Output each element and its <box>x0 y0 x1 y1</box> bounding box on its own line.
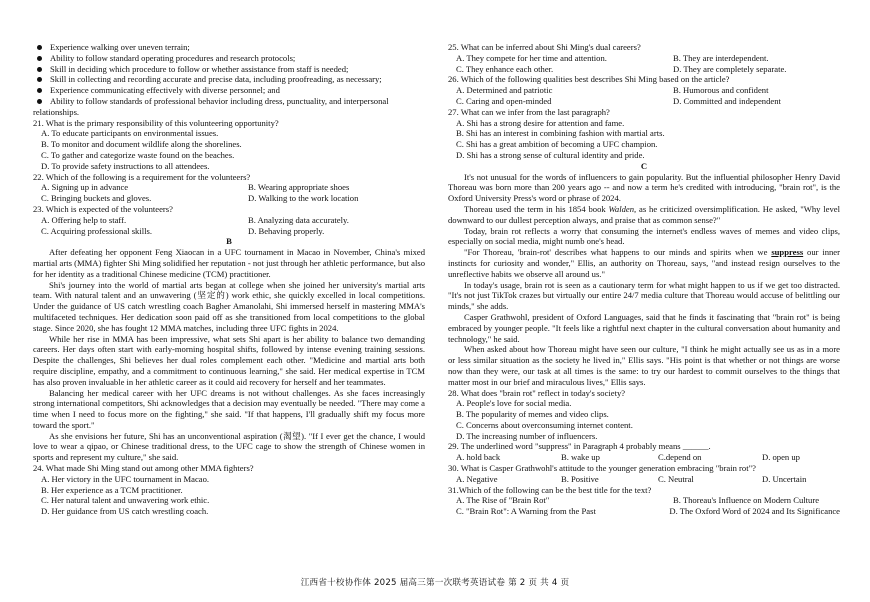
question-24-option: D. Her guidance from US catch wrestling coach. <box>41 506 209 517</box>
question-25-options-row <box>448 64 840 75</box>
question-31-option-d: D. The Oxford Word of 2024 and Its Significance <box>669 506 840 517</box>
requirement-bullet: Experience communicating effectively with diverse personnel; and <box>33 85 425 96</box>
question-25-option-a: A. They compete for her time and attention. <box>456 52 607 63</box>
question-22-stem: 22. Which of the following is a requirement for the volunteers? <box>33 171 251 182</box>
question-22-option-d: D. Walking to the work location <box>248 193 359 204</box>
question-22-options-row <box>33 193 425 204</box>
question-25-stem: 25. What can be inferred about Shi Ming's dual careers? <box>448 42 641 52</box>
question-26-option-a: A. Determined and patriotic <box>456 85 553 96</box>
question-27-option: A. Shi has a strong desire for attention and fame. <box>456 117 625 128</box>
question-29-option-c: C.depend on <box>658 452 702 463</box>
question-26-option-c: C. Caring and open-minded <box>456 95 552 106</box>
question-23-stem: 23. Which is expected of the volunteers? <box>33 203 173 214</box>
question-30-option-c: C. Neutral <box>658 473 694 484</box>
question-23-option-d: D. Behaving properly. <box>248 225 325 236</box>
page-footer: 江西省十校协作体 2025 届高三第一次联考英语试卷 第 2 页 共 4 页 <box>300 578 570 588</box>
question-21-stem: 21. What is the primary responsibility of this volunteering opportunity? <box>33 117 279 128</box>
section-c-heading: C <box>640 160 648 171</box>
passage-c-paragraph <box>448 247 840 279</box>
question-28-option: A. People's love for social media. <box>456 398 572 409</box>
question-21-option: A. To educate participants on environmental issues. <box>41 128 219 139</box>
passage-c-text: as he criticized oversimplification. He asked, "Why level downward to our dullest perception always, and praise that as common sense?" <box>448 203 841 225</box>
question-23-options-row <box>33 226 425 237</box>
question-23-options-row <box>33 215 425 226</box>
book-title: Walden, <box>608 203 637 214</box>
question-27-option: D. Shi has a strong sense of cultural identity and pride. <box>456 149 645 160</box>
question-26-options-row <box>448 85 840 96</box>
question-25-option-b: B. They are interdependent. <box>673 52 769 63</box>
question-31-option-b: B. Thoreau's Influence on Modern Culture <box>673 495 820 506</box>
question-21-option: D. To provide safety instructions to all attendees. <box>41 160 210 171</box>
question-31-options-row <box>448 495 840 506</box>
passage-c-text: our inner instincts for curiosity and wonder," Ellis, an authority on Thoreau, says, "and instead resign ourselves to the unreflective habits we observe all around us." <box>448 247 840 279</box>
question-22-option-a: A. Signing up in advance <box>41 182 129 193</box>
passage-b-paragraph: Balancing her medical career with her UFC dreams is not without challenges. As she faces increasingly strong international competitors, Shi acknowledges that a decision may eventually be needed. "There may come a time when I need to focus more on the fighting," she said. "If that happens, I'll gradually shift my focus more toward the sport." <box>33 387 425 430</box>
question-29-option-d: D. open up <box>762 452 800 463</box>
underlined-word: suppress <box>771 247 804 258</box>
question-29-option-b: B. wake up <box>561 452 600 463</box>
requirement-bullet: Experience walking over uneven terrain; <box>33 42 425 53</box>
question-26-option-b: B. Humorous and confident <box>673 85 769 96</box>
question-30-stem: 30. What is Casper Grathwohl's attitude to the younger generation embracing "brain rot"? <box>448 463 756 474</box>
question-30-options-row <box>448 474 840 485</box>
requirement-bullet: Ability to follow standards of professional behavior including dress, punctuality, and interpersonal <box>33 96 425 107</box>
question-23-option-c: C. Acquiring professional skills. <box>41 225 152 236</box>
passage-c-paragraph: It's not unusual for the words of influencers to gain popularity. But the influential philosopher Henry David Thoreau was born more than 200 years ago -- and now a term he's credited with introducing, "brain rot", is the Oxford University Press's word or phrase of 2024. <box>448 171 840 204</box>
question-22-option-c: C. Bringing buckets and gloves. <box>41 193 152 204</box>
requirement-bullet: Skill in deciding which procedure to follow or whether assistance from staff is needed; <box>33 64 425 75</box>
passage-b-paragraph: As she envisions her future, Shi has an unconventional aspiration (渴望). "If I ever get the chance, I would love to wear a qipao, or Chinese traditional dress, to the UFC cage to show the strength of Chinese women in sports and represent my culture," she said. <box>33 430 425 463</box>
question-25-option-d: D. They are completely separate. <box>673 63 787 74</box>
question-22-options-row <box>33 182 425 193</box>
passage-b-paragraph: After defeating her opponent Feng Xiaocan in a UFC tournament in Macao in November, China's mixed martial arts (MMA) fighter Shi Ming solidified her reputation - not just through her athletic performance, but also for her identity as a traditional Chinese medicine (TCM) practitioner. <box>33 247 425 279</box>
requirement-bullet: Ability to follow standard operating procedures and research protocols; <box>33 53 425 64</box>
question-25-options-row <box>448 53 840 64</box>
question-24-stem: 24. What made Shi Ming stand out among other MMA fighters? <box>33 463 254 474</box>
question-29-option-a: A. hold back <box>456 452 501 463</box>
passage-c-text: Thoreau used the term in his 1854 book <box>464 203 609 214</box>
question-23-option-b: B. Analyzing data accurately. <box>248 214 349 225</box>
passage-c-paragraph <box>448 204 840 226</box>
question-24-option: C. Her natural talent and unwavering work ethic. <box>41 495 210 506</box>
section-b-heading: B <box>226 236 232 247</box>
passage-c-text: "For Thoreau, 'brain-rot' describes what happens to our minds and spirits when we <box>464 247 772 258</box>
passage-b-paragraph: While her rise in MMA has been impressive, what sets Shi apart is her ability to balance two demanding careers. Her days often start with early-morning hospital shifts, followed by intense evening training sessions. Despite the challenges, Shi believes her dual roles complement each other. "Medicine and martial arts both require discipline, empathy, and a commitment to continuous learning," she said. Her medical expertise in TCM has also proven invaluable in her athletic career as it could aid recovery for herself and her teammates. <box>33 333 425 387</box>
question-30-option-a: A. Negative <box>456 473 498 484</box>
question-29-stem: 29. The underlined word "suppress" in Paragraph 4 probably means ______. <box>448 441 711 452</box>
question-31-stem: 31.Which of the following can be the best title for the text? <box>448 484 652 495</box>
requirement-bullet: Skill in collecting and recording accurate and precise data, including proofreading, as necessary; <box>33 74 425 85</box>
right-column <box>448 42 840 517</box>
question-30-option-d: D. Uncertain <box>762 473 807 484</box>
question-26-stem: 26. Which of the following qualities best describes Shi Ming based on the article? <box>448 74 730 85</box>
question-29-options-row <box>448 452 840 463</box>
question-28-option: C. Concerns about overconsuming internet content. <box>456 419 633 430</box>
question-28-stem: 28. What does "brain rot" reflect in today's society? <box>448 387 626 398</box>
question-23-option-a: A. Offering help to staff. <box>41 214 127 225</box>
question-27-stem: 27. What can we infer from the last paragraph? <box>448 106 610 117</box>
passage-c-paragraph: Casper Grathwohl, president of Oxford Languages, said that he finds it fascinating that "brain rot" is being embraced by younger people. "It feels like a rightful next chapter in the cultural conversation about humanity and technology," he said. <box>448 311 840 344</box>
question-27-option: C. Shi has a great ambition of becoming a UFC champion. <box>456 139 658 150</box>
question-31-option-a: A. The Rise of "Brain Rot" <box>456 495 550 506</box>
question-28-option: D. The increasing number of influencers. <box>456 430 598 441</box>
question-21-option: C. To gather and categorize waste found on the beaches. <box>41 149 235 160</box>
question-28-option: B. The popularity of memes and video clips. <box>456 409 609 420</box>
question-31-options-row <box>448 506 840 517</box>
question-31-option-c: C. "Brain Rot": A Warning from the Past <box>456 506 596 517</box>
question-27-option: B. Shi has an interest in combining fashion with martial arts. <box>456 128 665 139</box>
left-column <box>33 42 425 517</box>
requirement-bullet-tail: relationships. <box>33 106 80 117</box>
question-30-option-b: B. Positive <box>561 473 599 484</box>
passage-c-paragraph: When asked about how Thoreau might have seen our culture, "I think he might actually see us as in a more or less similar situation as the society he lived in," Ellis says. "His point is that whether or not things are worse now than they were, our task at all times is the same: to try our hardest to commit ourselves to the things that matter most in our brief and miraculous lives," Ellis says. <box>448 344 840 387</box>
question-25-option-c: C. They enhance each other. <box>456 63 554 74</box>
question-24-option: A. Her victory in the UFC tournament in Macao. <box>41 473 210 484</box>
question-26-options-row <box>448 96 840 107</box>
passage-b-paragraph: Shi's journey into the world of martial arts began at college when she joined her university's martial arts team. With natural talent and an unwavering (坚定的) work ethic, she quickly excelled in local competitions. Under the guidance of US catch wrestling coach Bagher Amanolahi, Shi immersed herself in mastering MMA's multifaceted techniques. Her dedication soon paid off as she transitioned from local competitions to the global stage. Since 2020, she has fought 12 MMA matches, including three UFC fights in 2024. <box>33 279 425 333</box>
question-24-option: B. Her experience as a TCM practitioner. <box>41 484 183 495</box>
question-21-option: B. To monitor and document wildlife along the shorelines. <box>41 139 242 150</box>
question-26-option-d: D. Committed and independent <box>673 95 781 106</box>
passage-c-paragraph: Today, brain rot reflects a worry that consuming the internet's endless waves of memes and video clips, especially on social media, might numb one's head. <box>448 225 840 247</box>
question-22-option-b: B. Wearing appropriate shoes <box>248 182 350 193</box>
passage-c-paragraph: In today's usage, brain rot is seen as a cautionary term for what might happen to us if we get too distracted. "It's not just TikTok crazes but virtually our entire 24/7 media culture that Thoreau would accuse of belittling our minds," she adds. <box>448 279 840 312</box>
